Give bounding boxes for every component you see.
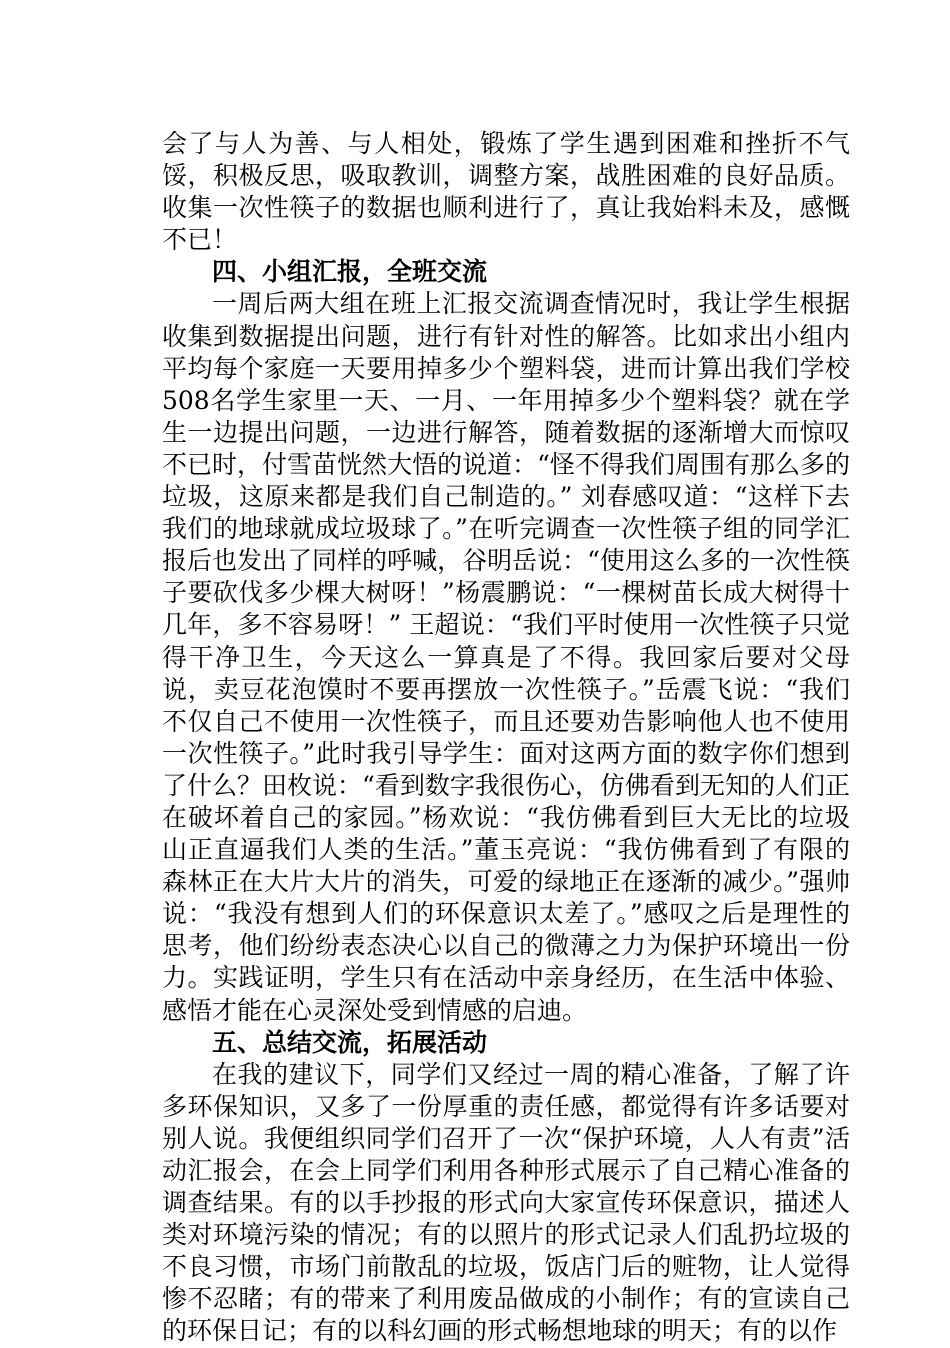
- section-heading-4: 四、小组汇报，全班交流: [212, 257, 488, 287]
- document-page: [162, 128, 850, 1348]
- section-heading-5: 五、总结交流，拓展活动: [212, 1027, 488, 1057]
- paragraph-continued: 会了与人为善、与人相处，锻炼了学生遇到困难和挫折不气馁，积极反思，吸取教训，调整方案，战胜困难的良好品质。收集一次性筷子的数据也顺利进行了，真让我始料未及，感慨不已！: [162, 129, 850, 255]
- paragraph-section-5: 在我的建议下，同学们又经过一周的精心准备，了解了许多环保知识，又多了一份厚重的责任感，都觉得有许多话要对别人说。我便组织同学们召开了一次“保护环境，人人有责”活动汇报会，在会上同学们利用各种形式展示了自己精心准备的调查结果。有的以手抄报的形式向大家宣传环保意识，描述人类对环境污染的情况；有的以照片的形式记录人们乱扔垃圾的不良习惯，市场门前散乱的垃圾，饭店门后的赃物，让人觉得惨不忍睹；有的带来了利用废品做成的小制作；有的宣读自己的环保日记；有的以科幻画的形式畅想地球的明天；有的以作: [162, 1059, 850, 1346]
- paragraph-section-4: 一周后两大组在班上汇报交流调查情况时，我让学生根据收集到数据提出问题，进行有针对性的解答。比如求出小组内平均每个家庭一天要用掉多少个塑料袋，进而计算出我们学校508名学生家里一天、一月、一年用掉多少个塑料袋？就在学生一边提出问题，一边进行解答，随着数据的逐渐增大而惊叹不已时，付雪苗恍然大悟的说道：“怪不得我们周围有那么多的垃圾，这原来都是我们自己制造的。” 刘春感叹道：“这样下去我们的地球就成垃圾球了。”在听完调查一次性筷子组的同学汇报后也发出了同样的呼喊，谷明岳说：“使用这么多的一次性筷子要砍伐多少棵大树呀！”杨震鹏说：“一棵树苗长成大树得十几年，多不容易呀！” 王超说：“我们平时使用一次性筷子只觉得干净卫生，今天这么一算真是了不得。我回家后要对父母说，卖豆花泡馍时不要再摆放一次性筷子。”岳震飞说：“我们不仅自己不使用一次性筷子，而且还要劝告影响他人也不使用一次性筷子。”此时我引导学生：面对这两方面的数字你们想到了什么？田枚说：“看到数字我很伤心，仿佛看到无知的人们正在破坏着自己的家园。”杨欢说：“我仿佛看到巨大无比的垃圾山正直逼我们人类的生活。”董玉亮说：“我仿佛看到了有限的森林正在大片大片的消失，可爱的绿地正在逐渐的减少。”强帅说：“我没有想到人们的环保意识太差了。”感叹之后是理性的思考，他们纷纷表态决心以自己的微薄之力为保护环境出一份力。实践证明，学生只有在活动中亲身经历，在生活中体验、感悟才能在心灵深处受到情感的启迪。: [162, 289, 850, 1025]
